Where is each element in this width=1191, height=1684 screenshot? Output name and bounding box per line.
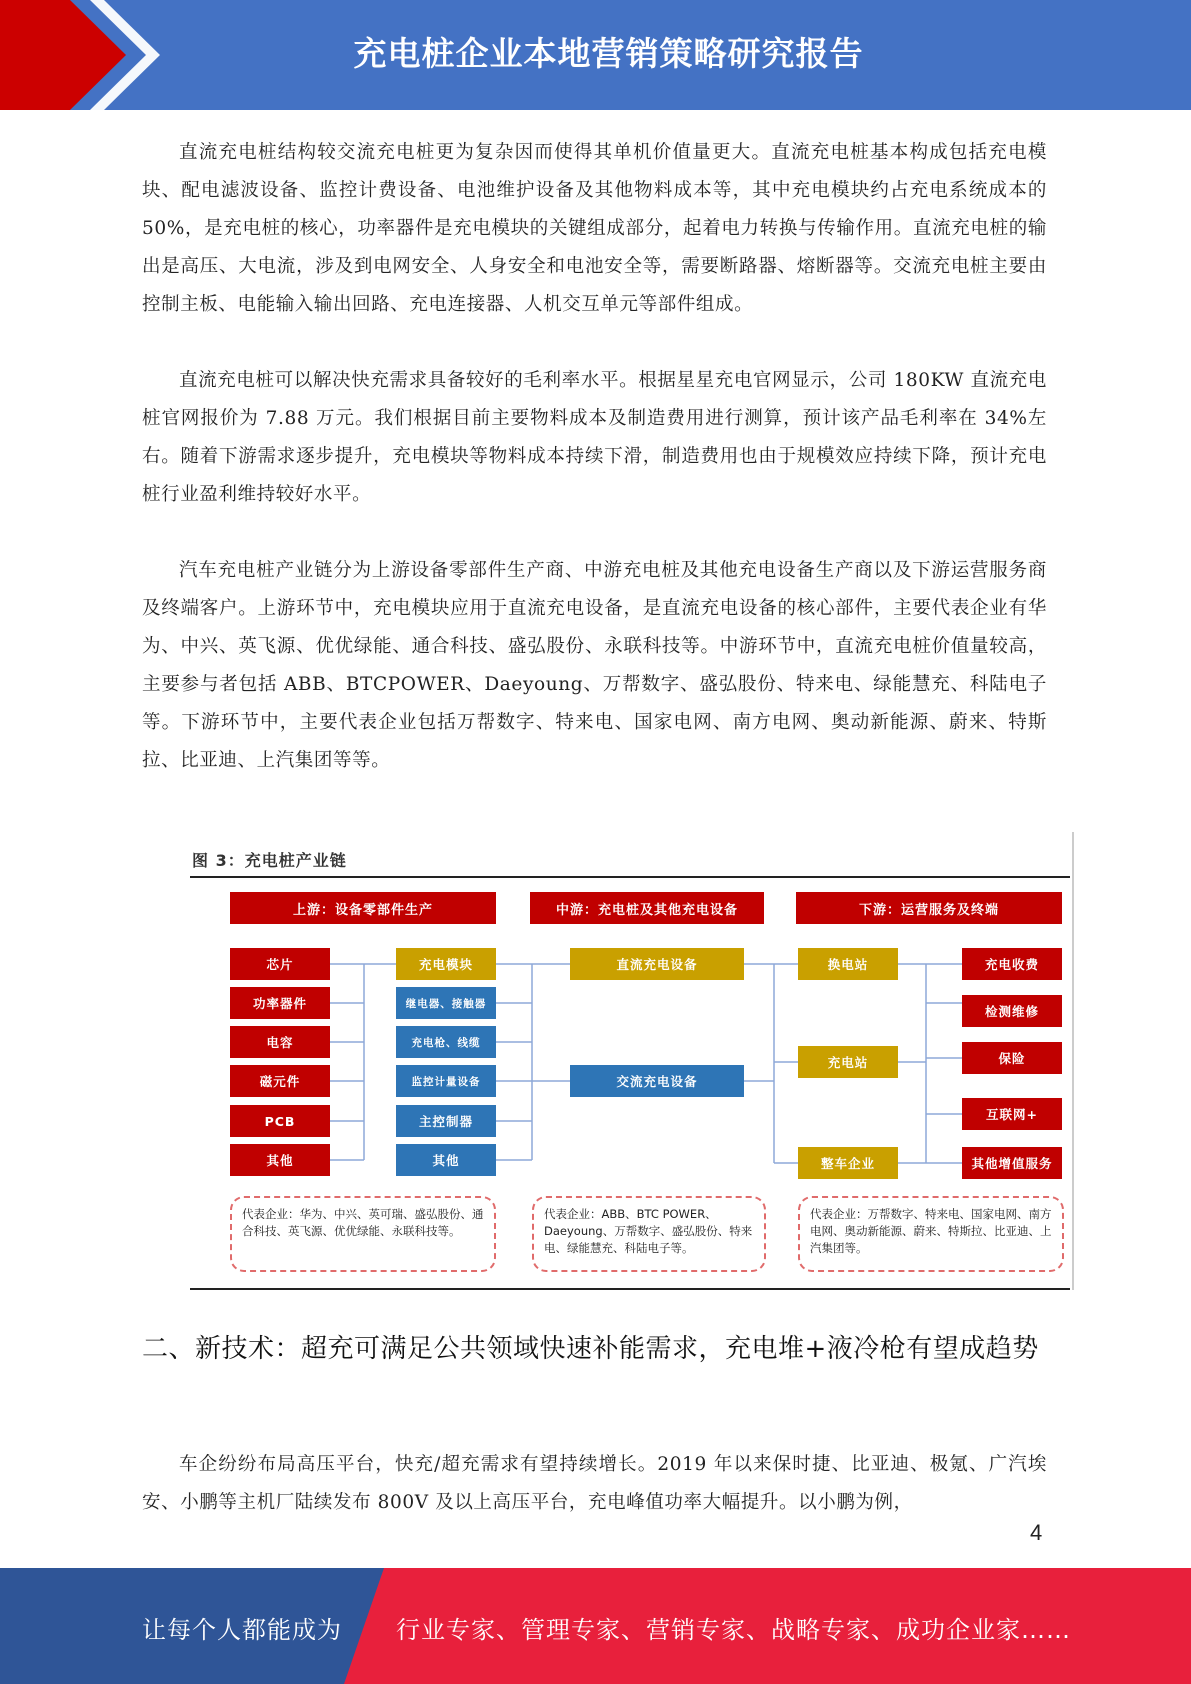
- paragraph-3: 汽车充电桩产业链分为上游设备零部件生产商、中游充电桩及其他充电设备生产商以及下游运营服务商及终端客户。上游环节中，充电模块应用于直流充电设备，是直流充电设备的核心部件，主要代表企业有华为、中兴、英飞源、优优绿能、通合科技、盛弘股份、永联科技等。中游环节中，直流充电桩价值量较高，主要参与者包括 ABB、BTCPOWER、Daeyoung、万帮数字、盛弘股份、特来电、绿能慧充、科陆电子等。下游环节中，主要代表企业包括万帮数字、特来电、国家电网、南方电网、奥动新能源、蔚来、特斯拉、比亚迪、上汽集团等等。: [142, 560, 1047, 771]
- paragraph-4: 车企纷纷布局高压平台，快充/超充需求有望持续增长。2019 年以来保时捷、比亚迪、极氪、广汽埃安、小鹏等主机厂陆续发布 800V 及以上高压平台，充电峰值功率大幅提升。以小鹏为例，: [142, 1454, 1047, 1513]
- chain-node-dc-equipment: 直流充电设备: [570, 948, 744, 980]
- figure-bottom-rule: [190, 1288, 1070, 1290]
- footer-slogan-left: 让每个人都能成为: [142, 1616, 342, 1644]
- chain-node-service: 保险: [962, 1042, 1062, 1074]
- chain-node-upstream-part: 芯片: [230, 948, 330, 980]
- industry-chain-figure: [186, 832, 1074, 1292]
- downstream-companies: 代表企业：万帮数字、特来电、国家电网、南方电网、奥动新能源、蔚来、特斯拉、比亚迪、上汽集团等。: [798, 1196, 1064, 1272]
- page-footer: [0, 1568, 1191, 1684]
- chain-node-upstream-part: PCB: [230, 1105, 330, 1137]
- footer-slogan-right: 行业专家、管理专家、营销专家、战略专家、成功企业家……: [396, 1616, 1071, 1644]
- body-text-continued: [142, 1446, 1047, 1522]
- chain-node-downstream-site: 充电站: [798, 1046, 898, 1078]
- section-heading: 二、新技术：超充可满足公共领域快速补能需求，充电堆+液冷枪有望成趋势: [142, 1334, 1039, 1364]
- chain-node-service: 互联网+: [962, 1098, 1062, 1130]
- midstream-header: 中游：充电桩及其他充电设备: [530, 892, 764, 924]
- paragraph-1: 直流充电桩结构较交流充电桩更为复杂因而使得其单机价值量更大。直流充电桩基本构成包括充电模块、配电滤波设备、监控计费设备、电池维护设备及其他物料成本等，其中充电模块约占充电系统成本的 50%，是充电桩的核心，功率器件是充电模块的关键组成部分，起着电力转换与传输作用。直流充电桩的输出是高压、大电流，涉及到电网安全、人身安全和电池安全等，需要断路器、熔断器等。交流充电桩主要由控制主板、电能输入输出回路、充电连接器、人机交互单元等部件组成。: [142, 142, 1047, 315]
- chain-node-module: 充电模块: [396, 948, 496, 980]
- chain-node-module: 继电器、接触器: [396, 987, 496, 1019]
- chain-node-service: 其他增值服务: [962, 1147, 1062, 1179]
- body-text: [142, 134, 1047, 780]
- chain-node-downstream-site: 整车企业: [798, 1147, 898, 1179]
- downstream-header: 下游：运营服务及终端: [796, 892, 1062, 924]
- midstream-companies: 代表企业：ABB、BTC POWER、Daeyoung、万帮数字、盛弘股份、特来电、绿能慧充、科陆电子等。: [532, 1196, 766, 1272]
- chain-node-upstream-part: 磁元件: [230, 1065, 330, 1097]
- upstream-header: 上游：设备零部件生产: [230, 892, 496, 924]
- chain-node-downstream-site: 换电站: [798, 948, 898, 980]
- chain-node-service: 充电收费: [962, 948, 1062, 980]
- chain-node-module: 充电枪、线缆: [396, 1026, 496, 1058]
- chain-node-upstream-part: 功率器件: [230, 987, 330, 1019]
- page-header: [0, 0, 1191, 110]
- page-number: 4: [1030, 1520, 1043, 1545]
- figure-title: 图 3：充电桩产业链: [192, 851, 347, 870]
- chain-node-module: 主控制器: [396, 1105, 496, 1137]
- paragraph-2: 直流充电桩可以解决快充需求具备较好的毛利率水平。根据星星充电官网显示，公司 180KW 直流充电桩官网报价为 7.88 万元。我们根据目前主要物料成本及制造费用进行测算，预计该产品毛利率在 34%左右。随着下游需求逐步提升，充电模块等物料成本持续下滑，制造费用也由于规模效应持续下降，预计充电桩行业盈利维持较好水平。: [142, 370, 1047, 505]
- chain-node-ac-equipment: 交流充电设备: [570, 1065, 744, 1097]
- chain-node-upstream-part: 其他: [230, 1144, 330, 1176]
- header-title: 充电桩企业本地营销策略研究报告: [353, 34, 864, 73]
- chain-node-upstream-part: 电容: [230, 1026, 330, 1058]
- upstream-companies: 代表企业：华为、中兴、英可瑞、盛弘股份、通合科技、英飞源、优优绿能、永联科技等。: [230, 1196, 496, 1272]
- chain-node-module: 监控计量设备: [396, 1065, 496, 1097]
- chain-node-module: 其他: [396, 1144, 496, 1176]
- chain-node-service: 检测维修: [962, 995, 1062, 1027]
